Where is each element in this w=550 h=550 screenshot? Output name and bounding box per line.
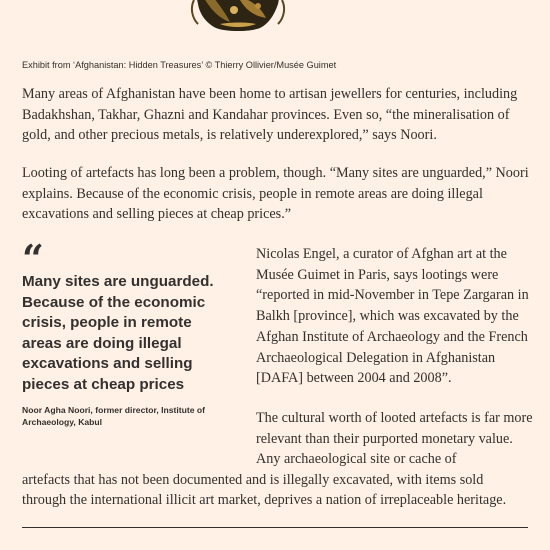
body-paragraph: Looting of artefacts has long been a problem, though. “Many sites are unguarded,” Noori explains. Because of the economic crisis, people in remote areas are doing illegal excavations and selling pieces at cheap prices.”: [22, 165, 529, 223]
image-caption: Exhibit from ‘Afghanistan: Hidden Treasures’ © Thierry Ollivier/Musée Guimet: [22, 60, 337, 70]
body-paragraph: The cultural worth of looted artefacts is far more relevant than their purported monetary value. Any archaeological site or cache of: [256, 410, 533, 468]
body-paragraph: Nicolas Engel, a curator of Afghan art at the Musée Guimet in Paris, says lootings were “reported in mid-November in Tepe Zargaran in Balkh [province], which was excavated by the Afghan Institute of Archaeology and the French Archaeological Delegation in Afghanistan [DAFA] between 2004 and 2008”.: [256, 246, 529, 387]
body-paragraph: Many areas of Afghanistan have been home to artisan jewellers for centuries, including Badakhshan, Takhar, Ghazni and Kandahar provinces. Even so, “the mineralisation of gold, and other precious metals, is relatively underexplored,” says Noori.: [22, 86, 518, 144]
section-divider: [22, 527, 528, 528]
artefact-image: [190, 0, 286, 38]
pull-quote-attribution: Noor Agha Noori, former director, Institute of Archaeology, Kabul: [22, 405, 206, 427]
body-paragraph-line: through the international illicit art market, deprives a nation of irreplaceable heritage.: [22, 492, 507, 508]
body-paragraph-line: artefacts that has not been documented and is illegally excavated, with items sold: [22, 472, 484, 488]
quote-mark-icon: “: [22, 236, 44, 281]
pull-quote: Many sites are unguarded. Because of the economic crisis, people in remote areas are doing illegal excavations and selling pieces at cheap prices: [22, 273, 214, 393]
